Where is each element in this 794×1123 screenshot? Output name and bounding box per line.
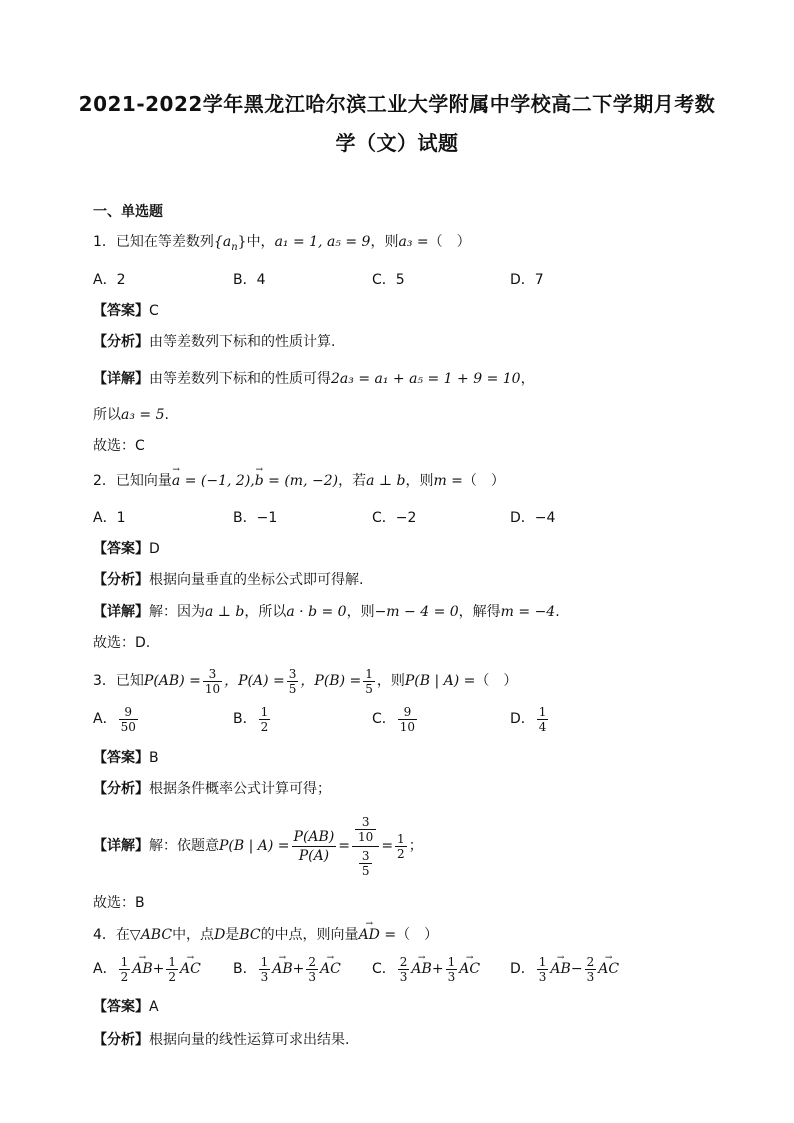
q3-formula-frac: $\frac{P(AB)}{P(A)}$ — [293, 828, 335, 864]
doc-title-line1: 2021-2022学年黑龙江哈尔滨工业大学附属中学校高二下学期月考数 — [78, 92, 716, 116]
q2-detail: 【详解】解：因为a ⊥ b，所以a · b = 0，则−m − 4 = 0，解得m = −4. — [93, 604, 560, 620]
q4-stem: 4．在▽ABC中，点D是BC的中点，则向量→ AD =（ ） — [93, 925, 438, 945]
q1-answer: 【答案】C — [93, 303, 159, 319]
q3-option-d: D． $\frac{1}{4}$ — [510, 704, 547, 734]
q2-option-d: D．−4 — [510, 510, 556, 526]
q1-analysis: 【分析】由等差数列下标和的性质计算. — [93, 334, 336, 350]
q1-option-c: C．5 — [372, 272, 405, 288]
q1-option-b: B．4 — [233, 272, 266, 288]
q2-option-a: A．1 — [93, 510, 126, 526]
q1-option-a: A．2 — [93, 272, 126, 288]
q3-option-c: C． $\frac{9}{10}$ — [372, 704, 416, 734]
q3-pa-frac: $\frac{3}{5}$ — [288, 666, 297, 696]
q4-option-d: D． $\frac{1}{3}$ → AB− $\frac{2}{3}$ → AC — [510, 954, 619, 984]
q2-analysis: 【分析】根据向量垂直的坐标公式即可得解. — [93, 572, 364, 588]
q3-pab-frac: $\frac{3}{10}$ — [204, 666, 221, 696]
doc-title-line2: 学（文）试题 — [335, 131, 459, 155]
q4-answer: 【答案】A — [93, 999, 159, 1015]
q4-option-a: A． $\frac{1}{2}$ → AB+ $\frac{1}{2}$ → AC — [93, 954, 201, 984]
q2-stem: 2．已知向量→ a = (−1, 2),→ b = (m, −2)，若a ⊥ b，则m =（ ） — [93, 471, 505, 491]
q3-result-frac: $\frac{1}{2}$ — [397, 831, 405, 861]
q3-analysis: 【分析】根据条件概率公式计算可得； — [93, 781, 331, 797]
q3-pb-frac: $\frac{1}{5}$ — [365, 666, 373, 696]
q2-answer: 【答案】D — [93, 541, 160, 557]
q3-compound-frac: $\frac{\frac{3}{10}}{\frac{3}{5}}$ — [352, 815, 379, 878]
q3-option-b: B． $\frac{1}{2}$ — [233, 704, 269, 734]
q3-choose: 故选：B — [93, 895, 145, 911]
q2-option-b: B．−1 — [233, 510, 278, 526]
q3-answer: 【答案】B — [93, 750, 159, 766]
q3-detail: 【详解】解：依题意P(B | A) = $\frac{P(AB)}{P(A)}$ = $\frac{\frac{3}{10}}{\frac{3}{5}}$ = $\frac{1}{2}$ ； — [93, 814, 423, 878]
q2-option-c: C．−2 — [372, 510, 417, 526]
section-heading: 一、单选题 — [93, 204, 163, 220]
q3-option-a: A． $\frac{9}{50}$ — [93, 704, 136, 734]
q1-stem: 1．已知在等差数列$\{a_n\}$中，a₁ = 1, a₅ = 9，则a₃ =（ ） — [93, 234, 471, 253]
q4-option-c: C． $\frac{2}{3}$ → AB+ $\frac{1}{3}$ → AC — [372, 954, 480, 984]
q3-stem: 3．已知P(AB) = $\frac{3}{10}$ ，P(A) = $\frac{3}{5}$ ，P(B) = $\frac{1}{5}$ ，则P(B | A) =（ ） — [93, 666, 518, 696]
q4-option-b: B． $\frac{1}{3}$ → AB+ $\frac{2}{3}$ → AC — [233, 954, 341, 984]
q1-conclusion: 所以a₃ = 5. — [93, 407, 169, 423]
q1-choose: 故选：C — [93, 438, 145, 454]
q2-choose: 故选：D. — [93, 635, 151, 651]
q4-analysis: 【分析】根据向量的线性运算可求出结果. — [93, 1032, 350, 1048]
q1-option-d: D．7 — [510, 272, 544, 288]
q1-detail: 【详解】由等差数列下标和的性质可得2a₃ = a₁ + a₅ = 1 + 9 = 10， — [93, 371, 535, 387]
